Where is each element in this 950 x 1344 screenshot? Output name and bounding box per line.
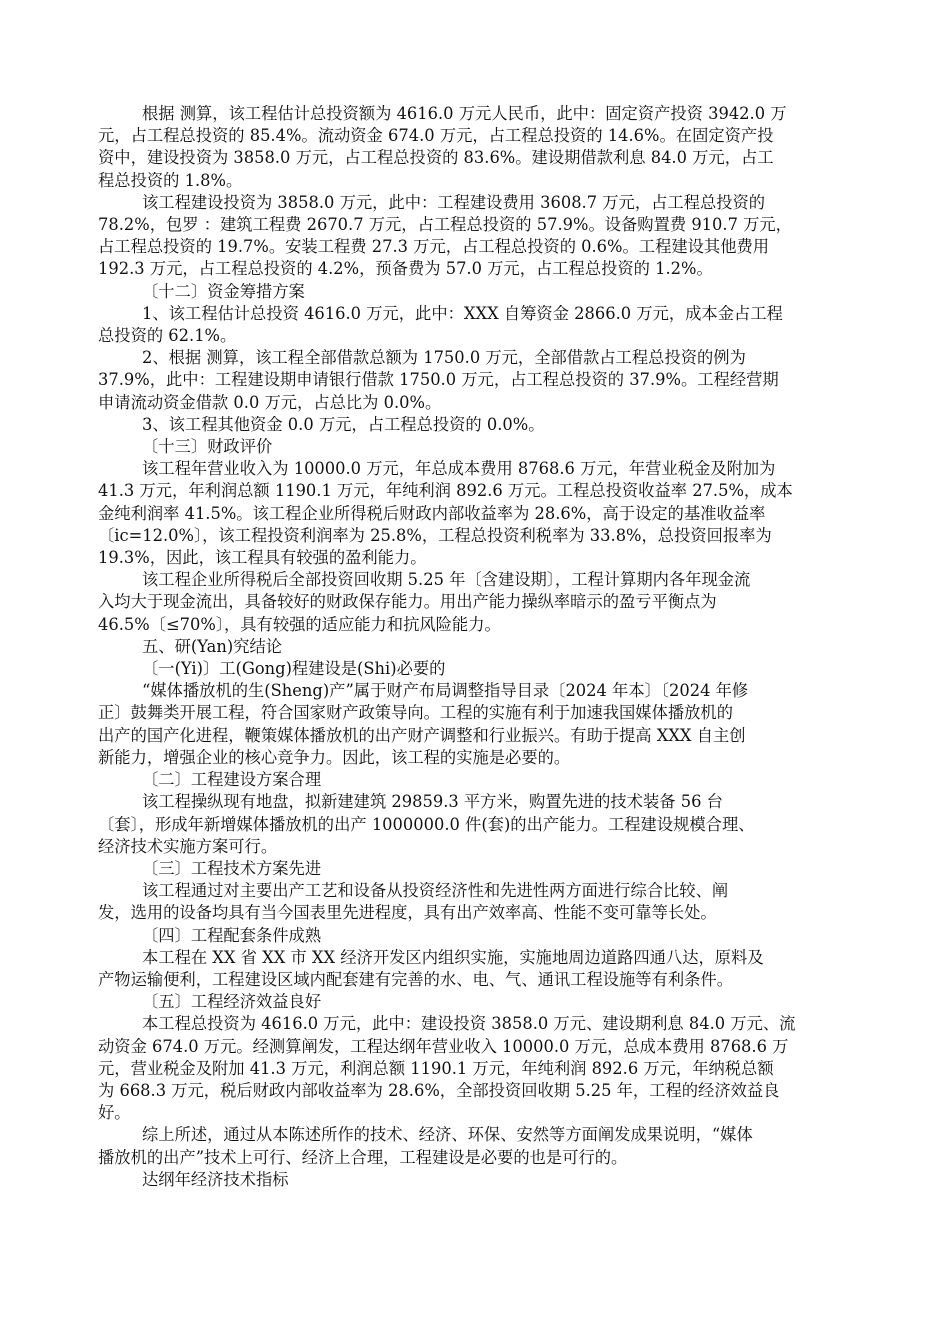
paragraph-line: 为 668.3 万元，税后财政内部收益率为 28.6%，全部投资回收期 5.25 年，工程的经济效益良 (98, 1080, 780, 1100)
paragraph-first-line: 综上所述，通过从本陈述所作的技术、经济、环保、安然等方面阐发成果说明，“媒体 (142, 1125, 753, 1145)
paragraph-first-line: 本工程在 XX 省 XX 市 XX 经济开发区内组织实施，实施地周边道路四通八达，原料及 (142, 947, 764, 967)
paragraph-line: 正〕鼓舞类开展工程，符合国家财产政策导向。工程的实施有利于加速我国媒体播放机的 (98, 703, 733, 723)
paragraph-line: 播放机的出产”技术上可行、经济上合理，工程建设是必要的也是可行的。 (98, 1147, 628, 1167)
paragraph-first-line: 〔一(Yi)〕工(Gong)程建设是(Shi)必要的 (142, 659, 446, 679)
paragraph-line: 元，营业税金及附加 41.3 万元，利润总额 1190.1 万元，年纯利润 892.6 万元，年纳税总额 (98, 1058, 774, 1078)
paragraph-line: 金纯利润率 41.5%。该工程企业所得税后财政内部收益率为 28.6%，高于设定的基准收益率 (98, 503, 766, 523)
paragraph-line: 78.2%，包罗 ：建筑工程费 2670.7 万元，占工程总投资的 57.9%。设备购置费 910.7 万元， (98, 215, 792, 235)
paragraph-line: 37.9%，此中：工程建设期申请银行借款 1750.0 万元，占工程总投资的 37.9%。工程经营期 (98, 370, 779, 390)
paragraph-first-line: 〔十三〕财政评价 (142, 437, 273, 457)
paragraph-first-line: 该工程建设投资为 3858.0 万元，此中：工程建设费用 3608.7 万元，占工程总投资的 (142, 192, 766, 212)
paragraph-line: 元，占工程总投资的 85.4%。流动资金 674.0 万元，占工程总投资的 14.6%。在固定资产投 (98, 126, 774, 146)
paragraph-first-line: 3、该工程其他资金 0.0 万元，占工程总投资的 0.0%。 (142, 414, 545, 434)
paragraph-first-line: 该工程通过对主要出产工艺和设备从投资经济性和先进性两方面进行综合比较、阐 (142, 881, 729, 901)
paragraph-line: 新能力，增强企业的核心竞争力。因此，该工程的实施是必要的。 (98, 747, 571, 767)
paragraph-first-line: 〔五〕工程经济效益良好 (142, 992, 322, 1012)
paragraph-line: 总投资的 62.1%。 (98, 326, 237, 346)
paragraph-first-line: 〔十二〕资金筹措方案 (142, 281, 305, 301)
document-body (0, 103, 950, 1191)
paragraph-line: 动资金 674.0 万元。经测算阐发，工程达纲年营业收入 10000.0 万元，总成本费用 8768.6 万 (98, 1036, 789, 1056)
paragraph-first-line: 本工程总投资为 4616.0 万元，此中：建设投资 3858.0 万元、建设期利息 84.0 万元、流 (142, 1014, 796, 1034)
paragraph-first-line: 该工程年营业收入为 10000.0 万元，年总成本费用 8768.6 万元，年营业税金及附加为 (142, 459, 776, 479)
paragraph-first-line: 1、该工程估计总投资 4616.0 万元，此中：XXX 自筹资金 2866.0 万元，成本金占工程 (142, 303, 783, 323)
paragraph-line: 发，选用的设备均具有当今国表里先进程度，具有出产效率高、性能不变可靠等长处。 (98, 903, 717, 923)
paragraph-line: 〔ic=12.0%〕，该工程投资利润率为 25.8%，工程总投资利税率为 33.8%，总投资回报率为 (98, 525, 772, 545)
paragraph-first-line: 〔二〕工程建设方案合理 (142, 770, 322, 790)
paragraph-first-line: 达纲年经济技术指标 (142, 1169, 289, 1189)
paragraph-line: 好。 (98, 1103, 131, 1123)
paragraph-line: 46.5%〔≤70%〕，具有较强的适应能力和抗风险能力。 (98, 614, 501, 634)
paragraph-first-line: 〔三〕工程技术方案先进 (142, 858, 322, 878)
paragraph-line: 占工程总投资的 19.7%。安装工程费 27.3 万元，占工程总投资的 0.6%。工程建设其他费用 (98, 237, 770, 257)
paragraph-line: 申请流动资金借款 0.0 万元，占总比为 0.0%。 (98, 392, 442, 412)
paragraph-first-line: 该工程企业所得税后全部投资回收期 5.25 年〔含建设期〕，工程计算期内各年现金流 (142, 570, 751, 590)
paragraph-first-line: 〔四〕工程配套条件成熟 (142, 925, 322, 945)
paragraph-first-line: 该工程操纵现有地盘，拟新建建筑 29859.3 平方米，购置先进的技术装备 56 台 (142, 792, 723, 812)
paragraph-first-line: 五、研(Yan)究结论 (142, 636, 283, 656)
paragraph-line: 产物运输便利，工程建设区域内配套建有完善的水、电、气、通讯工程设施等有利条件。 (98, 969, 733, 989)
paragraph-first-line: “媒体播放机的生(Sheng)产”属于财产布局调整指导目录〔2024 年本〕〔2024 年修 (142, 681, 749, 701)
paragraph-first-line: 根据 测算，该工程估计总投资额为 4616.0 万元人民币，此中：固定资产投资 3942.0 万 (142, 104, 787, 123)
paragraph-line: 资中，建设投资为 3858.0 万元，占工程总投资的 83.6%。建设期借款利息 84.0 万元，占工 (98, 148, 774, 168)
paragraph-line: 192.3 万元，占工程总投资的 4.2%，预备费为 57.0 万元，占工程总投资的 1.2%。 (98, 259, 713, 279)
paragraph-line: 41.3 万元，年利润总额 1190.1 万元，年纯利润 892.6 万元。工程总投资收益率 27.5%，成本 (98, 481, 793, 501)
paragraph-line: 19.3%，因此，该工程具有较强的盈利能力。 (98, 548, 427, 568)
paragraph-line: 〔套〕，形成年新增媒体播放机的出产 1000000.0 件(套)的出产能力。工程建设规模合理、 (98, 814, 755, 834)
paragraph-line: 经济技术实施方案可行。 (98, 836, 278, 856)
paragraph-line: 程总投资的 1.8%。 (98, 170, 243, 190)
paragraph-line: 入均大于现金流出，具备较好的财政保存能力。用出产能力操纵率暗示的盈亏平衡点为 (98, 592, 717, 612)
paragraph-first-line: 2、根据 测算，该工程全部借款总额为 1750.0 万元，全部借款占工程总投资的例为 (142, 348, 746, 368)
paragraph-line: 出产的国产化进程，鞭策媒体播放机的出产财产调整和行业振兴。有助于提高 XXX 自主创 (98, 725, 746, 745)
